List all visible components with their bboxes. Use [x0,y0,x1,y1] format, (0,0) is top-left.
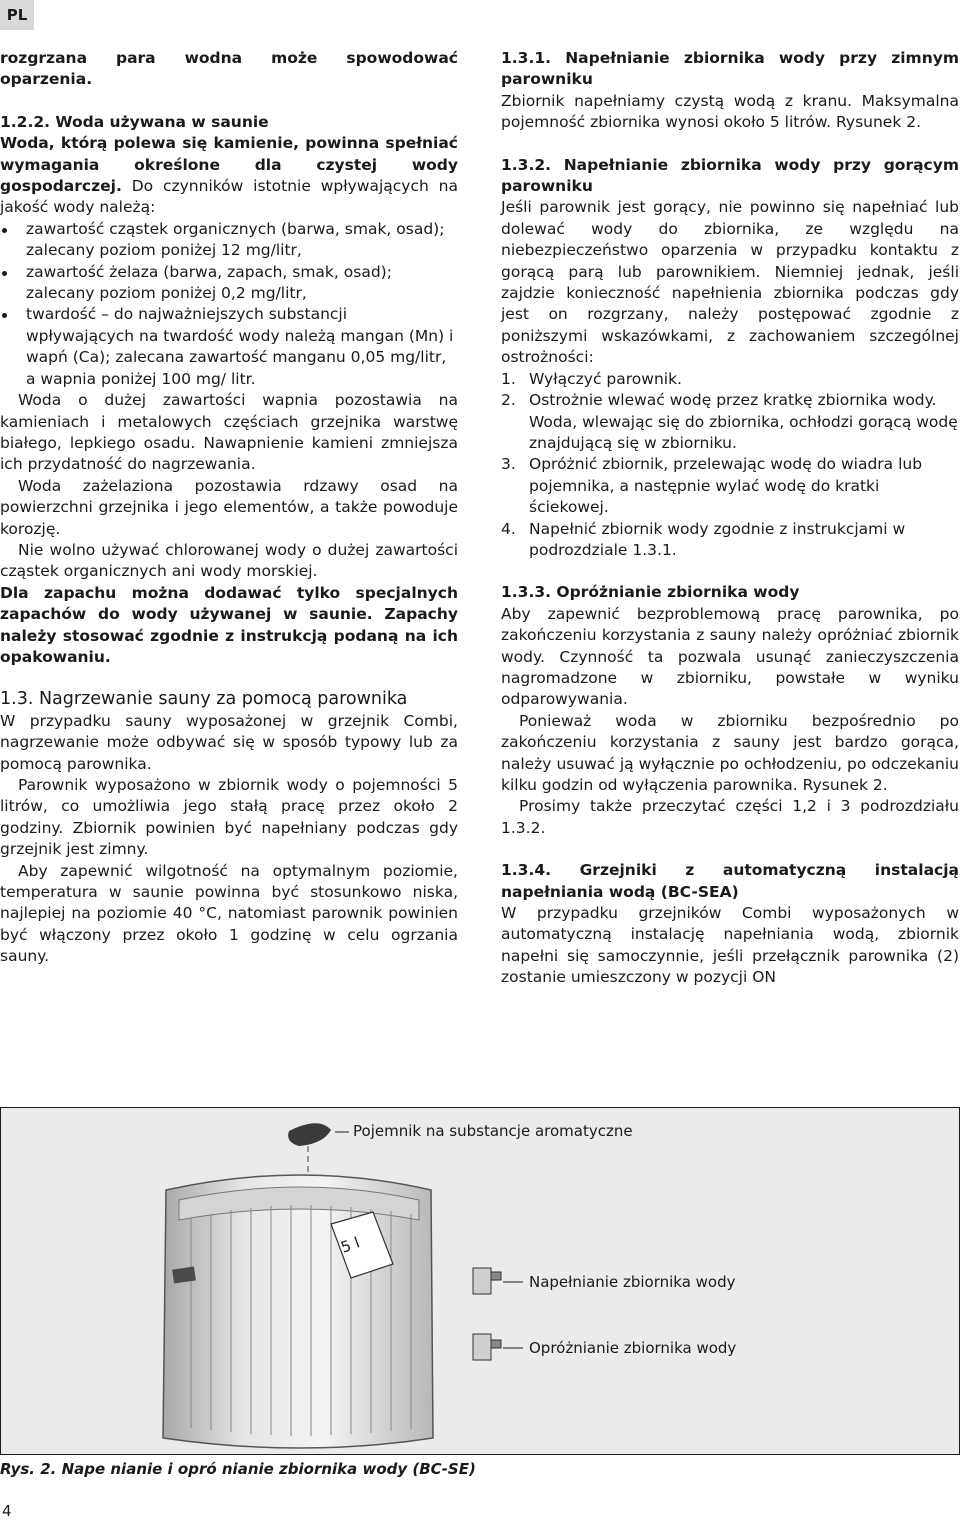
section-1-3-2-heading: 1.3.2. Napełnianie zbiornika wody przy gorącym parowniku [501,155,959,196]
aroma-cup-icon [288,1123,331,1146]
step-text: Wyłączyć parownik. [529,369,682,388]
step-number: 1. [501,369,516,388]
refill-steps-list [501,369,959,562]
section-1-3-2-text: Jeśli parownik jest gorący, nie powinno się napełniać lub dolewać wody do zbiornika, ze względu na niebezpieczeństwo oparzenia w przypadku kontaktu z gorącą parą lub parownikiem. Niemniej jednak, jeśli zajdzie konieczność napełnienia zbiornika podczas gdy jest on rozgrzany, należy postępować zgodnie z poniższymi wskazówkami, z zachowaniem szczególnej ostrożności: [501,198,959,367]
intro-text: rozgrzana para wodna może spowodować oparzenia. [0,49,458,89]
heater-illustration [1,1108,959,1454]
step-text: Opróżnić zbiornik, przelewając wodę do wiadra lub pojemnika, a następnie wylać wodę do kratki ściekowej. [529,455,923,517]
figure-2 [0,1107,960,1455]
language-tab [0,0,34,30]
section-1-3-heading: 1.3. Nagrzewanie sauny za pomocą parownika [0,689,408,710]
step-number: 2. [501,391,516,410]
step-text: Napełnić zbiornik wody zgodnie z instrukcjami w podrozdziale 1.3.1. [529,519,906,559]
water-quality-list [0,219,458,390]
figure-caption: Rys. 2. Nape nianie i opró nianie zbiornika wody (BC-SE) [0,1460,476,1478]
paragraph-aroma: Dla zapachu można dodawać tylko specjalnych zapachów do wody używanej w saunie. Zapachy należy stosować zgodnie z instrukcją podaną na ich opakowaniu. [0,583,458,666]
section-1-3-3-paragraph-1: Aby zapewnić bezproblemową pracę parownika, po zakończeniu korzystania z sauny należy opróżniać zbiornik wody. Czynność ta pozwala usunąć zanieczyszczenia nagromadzone w zbiorniku, powstałe w wyniku odparowywania. [501,604,959,709]
tank-sign-label: 5 l [338,1233,363,1257]
aroma-container-label: Pojemnik na substancje aromatyczne [353,1122,633,1140]
step-text: Ostrożnie wlewać wodę przez kratkę zbiornika wody. Woda, wlewając się do zbiornika, ochłodzi gorącą wodę znajdującą się w zbiorniku. [529,391,958,452]
section-1-3-3-heading: 1.3.3. Opróżnianie zbiornika wody [501,583,800,602]
fill-valve-icon [473,1268,501,1294]
section-1-3-1-heading: 1.3.1. Napełnianie zbiornika wody przy zimnym parowniku [501,49,959,89]
page-number: 4 [2,1502,12,1520]
section-1-3-1-text: Zbiornik napełniamy czystą wodą z kranu. Maksymalna pojemność zbiornika wynosi około 5 litrów. Rysunek 2. [501,91,959,132]
paragraph-calcium: Woda o dużej zawartości wapnia pozostawia na kamieniach i metalowych częściach grzejnika warstwę białego, lepkiego osadu. Nawapnienie kamieni zmniejsza ich przydatność do nagrzewania. [0,391,458,474]
section-1-3-paragraph-2: Parownik wyposażono w zbiornik wody o pojemności 5 litrów, co umożliwia jego stałą pracę przez około 2 godziny. Zbiornik powinien być napełniany podczas gdy grzejnik jest zimny. [0,776,458,859]
section-1-3-4-heading: 1.3.4. Grzejniki z automatyczną instalacją napełniania wodą (BC-SEA) [501,861,959,901]
language-tab-label: PL [6,6,28,24]
step-number: 3. [501,455,516,474]
section-1-3-3-paragraph-2: Ponieważ woda w zbiorniku bezpośrednio po zakończeniu korzystania z sauny jest bardzo gorąca, należy usuwać ją wyłącznie po ochłodzeniu, po odczekaniu kilku godzin od wyłączenia parownika. Rysunek 2. [501,711,959,794]
list-item [501,390,959,454]
section-1-2-2-heading: 1.2.2. Woda używana w saunie [0,112,269,131]
section-1-3-4-text: W przypadku grzejników Combi wyposażonych w automatyczną instalację napełniania wodą, zbiornik napełni się samoczynnie, jeśli przełącznik parownika (2) zostanie umieszczony w pozycji ON [501,904,959,987]
fill-tank-label: Napełnianie zbiornika wody [529,1273,736,1291]
list-item: zawartość cząstek organicznych (barwa, smak, osad); zalecany poziom poniżej 12 mg/litr, [0,219,458,262]
empty-tank-label: Opróżnianie zbiornika wody [529,1339,737,1357]
step-number: 4. [501,519,516,538]
paragraph-chlorine: Nie wolno używać chlorowanej wody o dużej zawartości cząstek organicznych ani wody morskiej. [0,540,458,581]
section-1-3-3-paragraph-3: Prosimy także przeczytać części 1,2 i 3 podrozdziału 1.3.2. [501,797,959,837]
list-item: twardość – do najważniejszych substancji wpływających na twardość wody należą mangan (Mn) i wapń (Ca); zalecana zawartość manganu 0,05 mg/litr, a wapnia poniżej 100 mg/ litr. [0,304,458,390]
right-column [501,48,959,989]
section-1-2-2-paragraph [0,133,458,219]
section-1-3-paragraph-3: Aby zapewnić wilgotność na optymalnym poziomie, temperatura w saunie powinna być stosunkowo niska, najlepiej na poziomie 40 °C, natomiast parownik powinien być włączony przez około 1 godzinę w celu ogrzania sauny. [0,861,458,966]
section-1-2-2-bold: Woda, którą polewa się kamienie, powinna spełniać wymagania określone dla czystej wody gospodarczej. [0,134,458,196]
left-column [0,48,458,968]
list-item [501,519,959,562]
paragraph-iron: Woda zażelaziona pozostawia rdzawy osad na powierzchni grzejnika i jego elementów, a także powoduje korozję. [0,476,458,538]
section-1-2-2-text: Do czynników istotnie wpływających na jakość wody należą: [0,177,458,217]
empty-valve-icon [473,1334,501,1360]
list-item [501,454,959,518]
section-1-3-paragraph-1: W przypadku sauny wyposażonej w grzejnik Combi, nagrzewanie może odbywać się w sposób typowy lub za pomocą parownika. [0,711,458,773]
list-item [501,369,959,390]
list-item: zawartość żelaza (barwa, zapach, smak, osad); zalecany poziom poniżej 0,2 mg/litr, [0,262,458,305]
